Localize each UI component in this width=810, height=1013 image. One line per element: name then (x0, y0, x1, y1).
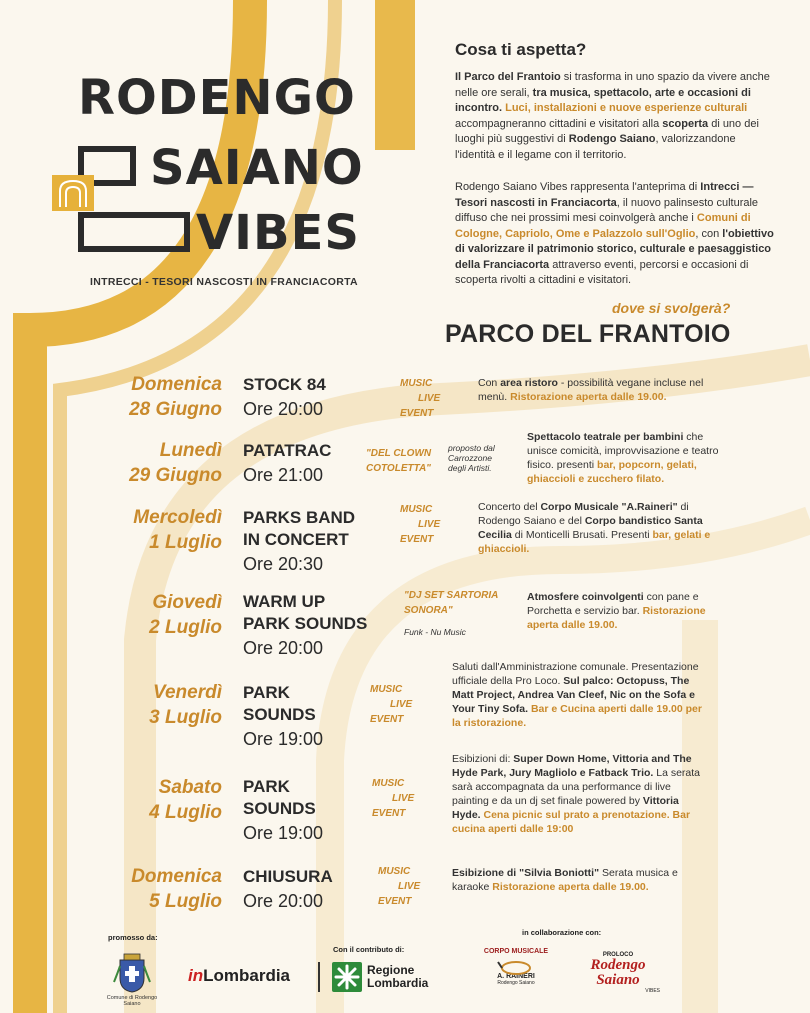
text-run: Atmosfere coinvolgenti (527, 591, 644, 603)
text-run: che unisce comicità, improvvisazione e teatro fisico. presenti (527, 431, 719, 471)
text-run: Corpo Musicale "A.Raineri" (540, 501, 678, 513)
text-run: di Monticelli Brusati. Presenti (511, 529, 653, 541)
regione-line: Lombardia (367, 976, 429, 990)
event-tag-line: LIVE (398, 881, 421, 892)
text-run: Esibizione di "Silvia Boniotti" (452, 867, 600, 879)
event-tag (372, 776, 414, 821)
corpo-musicale-logo (480, 948, 552, 986)
text-run: accompagneranno cittadini e visitatori alla (455, 117, 663, 130)
event-name-line: SOUNDS (243, 705, 316, 724)
band-instrument-icon (496, 958, 536, 976)
text-run: Bar e Cucina aperti dalle 19.00 per la ristorazione. (452, 703, 702, 729)
text-run: , con (695, 227, 723, 240)
event-title (243, 507, 355, 575)
footer-divider (318, 962, 320, 992)
text-run: Il Parco del Frantoio (455, 71, 561, 83)
text-run: Vittoria Hyde. (452, 795, 679, 821)
regione-lombardia-name (367, 964, 428, 990)
event-description (452, 752, 710, 836)
intro-paragraph-2 (455, 180, 775, 289)
text-run: di uno dei luoghi più suggestivi di (455, 117, 759, 145)
proloco-line: VIBES (645, 988, 660, 994)
event-date (149, 590, 222, 640)
event-day: Sabato (158, 777, 222, 798)
event-tag-line: EVENT (378, 896, 412, 907)
event-tag-line: LIVE (392, 793, 415, 804)
proloco-line: Rodengo Saiano (590, 957, 646, 988)
event-date (149, 775, 222, 825)
event-title (243, 682, 323, 750)
event-tag-line: LIVE (390, 699, 413, 710)
event-time: Ore 19:00 (243, 729, 324, 749)
corpo-line: CORPO MUSICALE (483, 948, 549, 955)
event-tag-line: COTOLETTA" (366, 463, 431, 474)
text-run: Spettacolo teatrale per bambini (527, 431, 684, 443)
text-run: Concerto del (478, 501, 541, 513)
text-run: si trasforma in uno spazio da vivere anche nelle ore serali, (455, 71, 770, 99)
proloco-line: PROLOCO (602, 952, 634, 958)
event-title (243, 776, 323, 844)
text-run: La serata sarà accompagnata da una performance di live painting e da un dj set finale powered by (452, 767, 701, 807)
event-day: Venerdì (153, 682, 222, 703)
event-day: Lunedì (159, 440, 222, 461)
text-run: Super Down Home, Vittoria and The Hyde Park, Jury Magliolo e Fatback Trio. (452, 753, 692, 779)
text-run: Ristorazione aperta dalle 19.00. (510, 391, 667, 403)
text-run: con pane e Porchetta e servizio bar. (527, 591, 699, 617)
event-description (452, 866, 710, 894)
event-time: Ore 20:00 (243, 399, 324, 419)
event-tag-line: EVENT (370, 714, 404, 725)
event-day-date: 2 Luglio (149, 617, 222, 638)
event-tag-line: MUSIC (378, 866, 411, 877)
event-date (129, 438, 222, 488)
event-tag (404, 588, 498, 618)
event-time: Ore 20:00 (243, 638, 324, 658)
event-tag-line: MUSIC (400, 378, 433, 389)
event-description (478, 500, 720, 556)
text-run: bar, gelati e ghiaccioli. (478, 529, 711, 555)
text-run: Rodengo Saiano (568, 133, 656, 145)
event-tag-line: MUSIC (372, 778, 405, 789)
event-tag (378, 864, 420, 909)
text-run: Saluti dall'Amministrazione comunale. Presentazione ufficiale della Pro Loco. (452, 661, 699, 687)
event-description (452, 660, 710, 730)
text-run: Corpo bandistico Santa Cecilia (478, 515, 703, 541)
event-tag-line: LIVE (418, 393, 441, 404)
text-run: scoperta (662, 117, 709, 130)
footer-promosso-label: promosso da: (108, 933, 158, 942)
event-day-date: 28 Giugno (129, 399, 222, 420)
text-run: Cena picnic sul prato a prenotazione. Bar cucina aperti dalle 19:00 (452, 809, 691, 835)
text-run: bar, popcorn, gelati, ghiaccioli e zucchero filato. (527, 459, 697, 485)
inlombardia-logo (188, 966, 290, 986)
event-name-line: PARK (243, 777, 290, 796)
event-day-date: 1 Luglio (149, 532, 222, 553)
event-name-line: PATATRAC (243, 441, 332, 460)
event-description (527, 590, 723, 632)
inlombardia-word: Lombardia (203, 966, 291, 985)
event-time: Ore 21:00 (243, 465, 324, 485)
event-name-line: CHIUSURA (243, 867, 333, 886)
event-day: Domenica (131, 866, 222, 887)
event-date (133, 505, 222, 555)
event-tag-line: EVENT (400, 408, 434, 419)
event-day: Mercoledì (133, 507, 222, 528)
text-run: Intrecci — Tesori nascosti in Franciacorta (455, 181, 754, 209)
logo-box-bottom (78, 212, 190, 252)
text-run: Sul palco: Octopuss, The Matt Project, Andrea Van Cleef, Nic on the Sofa e Your Tiny Sofa. (452, 675, 695, 715)
event-title (243, 591, 367, 659)
event-date (131, 864, 222, 914)
text-run: - possibilità vegane incluse nel menù. (478, 377, 704, 403)
event-day: Giovedì (152, 592, 222, 613)
comune-caption: Comune di Rodengo Saiano (106, 995, 158, 1007)
event-day-date: 29 Giugno (129, 465, 222, 486)
event-tag-line: MUSIC (370, 684, 403, 695)
text-run: Ristorazione aperta dalle 19.00. (527, 605, 706, 631)
logo-line-vibes: VIBES (196, 205, 360, 261)
logo-subtitle: INTRECCI - TESORI NASCOSTI IN FRANCIACORTA (90, 276, 358, 288)
event-name-line: STOCK 84 (243, 375, 326, 394)
text-run: area ristoro (500, 377, 558, 389)
event-name-line: WARM UP (243, 592, 326, 611)
regione-lombardia-icon (332, 962, 362, 992)
event-name-line: PARK (243, 683, 290, 702)
event-tag (366, 446, 431, 476)
event-tag-line: MUSIC (400, 504, 433, 515)
event-day: Domenica (131, 374, 222, 395)
text-run: Rodengo Saiano Vibes rappresenta l'anteprima di (455, 181, 701, 193)
comune-crest-icon (112, 952, 152, 994)
event-time: Ore 20:00 (243, 891, 324, 911)
text-run: Comuni di Cologne, Capriolo, Ome e Palazzolo sull'Oglio (455, 212, 751, 240)
text-run: Luci, installazioni e nuove esperienze culturali (502, 102, 748, 114)
proloco-logo (576, 952, 660, 994)
event-tag-line: LIVE (418, 519, 441, 530)
event-name-line: SOUNDS (243, 799, 316, 818)
event-time: Ore 20:30 (243, 554, 324, 574)
intro-heading: Cosa ti aspetta? (455, 40, 587, 59)
text-run: l'obiettivo di valorizzare il patrimonio storico, culturale e paesaggistico della Franciacorta (455, 227, 774, 271)
event-tag (400, 502, 440, 547)
event-day-date: 3 Luglio (149, 707, 222, 728)
corpo-line: A. RAINERI (497, 973, 535, 980)
event-note: proposto dal Carrozzone degli Artisti. (448, 443, 495, 473)
text-run: Serata musica e karaoke (452, 867, 678, 893)
text-run: , valorizzandone l'identità e il legame con il territorio. (455, 133, 736, 161)
event-date (149, 680, 222, 730)
event-day-date: 5 Luglio (149, 891, 222, 912)
text-run: tra musica, spettacolo, arte e occasioni di incontro. (455, 86, 751, 114)
event-title (243, 866, 333, 912)
corpo-line: Rodengo Saiano (497, 980, 535, 986)
text-run: di Rodengo Saiano e del (478, 501, 689, 527)
regione-line: Regione (367, 963, 415, 977)
logo-line-saiano: SAIANO (150, 140, 364, 196)
event-title (243, 440, 331, 486)
text-run: Ristorazione aperta dalle 19.00. (492, 881, 649, 893)
event-tag-line: EVENT (400, 534, 434, 545)
intro-paragraph-1 (455, 70, 775, 163)
text-run: attraverso eventi, percorsi e occasioni di scoperta rivolti a cittadini e visitatori. (455, 258, 749, 286)
event-tag (370, 682, 412, 727)
event-description (527, 430, 727, 486)
event-day-date: 4 Luglio (149, 802, 222, 823)
text-run: Con (478, 377, 501, 389)
text-run: Esibizioni di: (452, 753, 514, 765)
event-name-line: PARKS BAND (243, 508, 356, 527)
event-date (129, 372, 222, 422)
venue-question: dove si svolgerà? (612, 300, 731, 316)
footer-collaborazione-label: in collaborazione con: (522, 928, 602, 937)
footer-contributo-label: Con il contributo di: (333, 945, 405, 954)
logo-emblem-icon (52, 175, 94, 211)
event-tag-line: "DEL CLOWN (366, 448, 432, 459)
event-name-line: IN CONCERT (243, 530, 349, 549)
venue-name: PARCO DEL FRANTOIO (445, 320, 731, 348)
event-title (243, 374, 326, 420)
event-time: Ore 19:00 (243, 823, 324, 843)
inlombardia-prefix: in (188, 966, 204, 985)
text-run: , il nuovo palinsesto culturale diffuso che nei prossimi mesi coinvolgerà anche i (455, 196, 759, 224)
logo-line-rodengo: RODENGO (78, 70, 356, 126)
event-tag-line: "DJ SET SARTORIA (404, 590, 499, 601)
event-note: Funk - Nu Music (404, 627, 466, 637)
event-tag-line: EVENT (372, 808, 406, 819)
event-tag-line: SONORA" (404, 605, 453, 616)
event-description (478, 376, 708, 404)
event-name-line: PARK SOUNDS (243, 614, 368, 633)
event-tag (400, 376, 440, 421)
